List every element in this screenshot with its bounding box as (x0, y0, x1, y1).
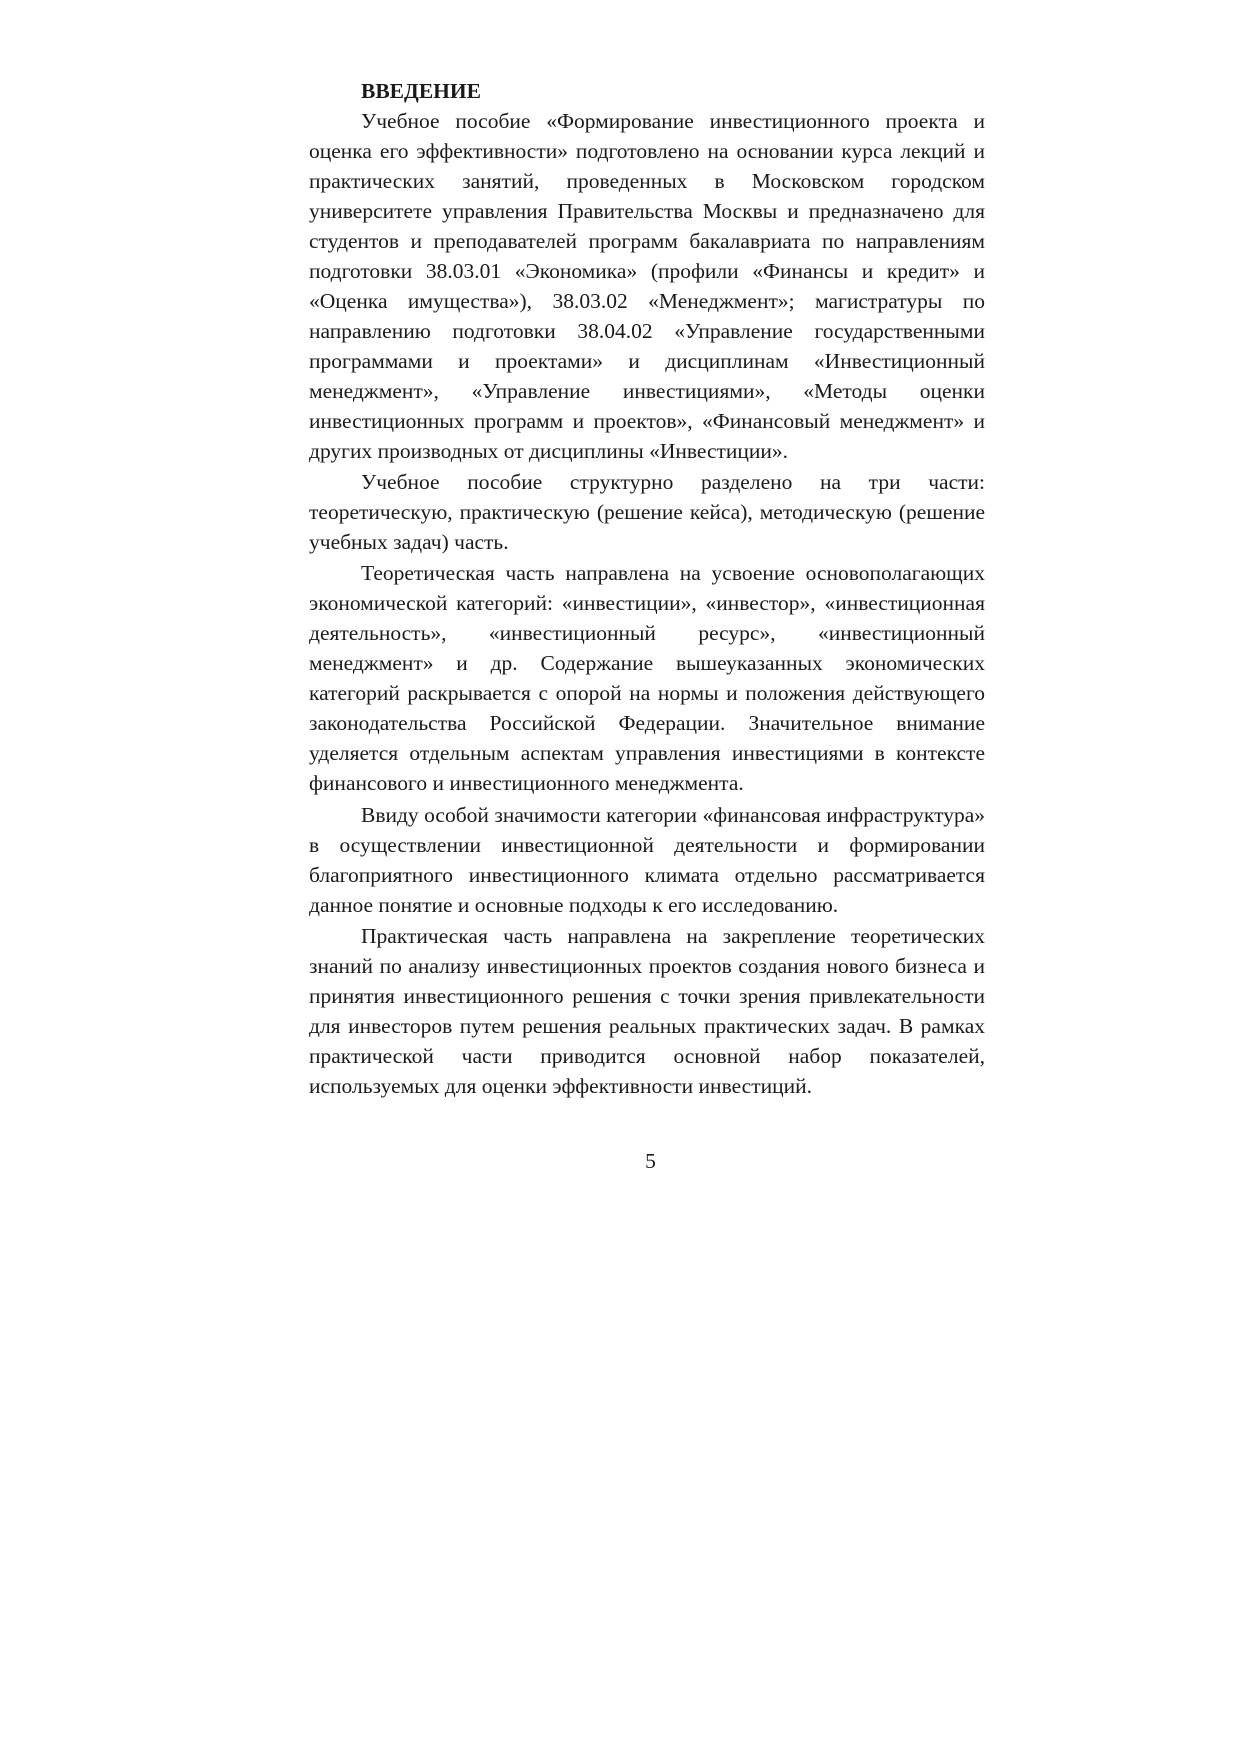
paragraph-intro: Учебное пособие «Формирование инвестиционного проекта и оценка его эффективности» подготовлено на основании курса лекций и практических занятий, проведенных в Московском городском университете управления Правительства Москвы и предназначено для студентов и преподавателей программ бакалавриата по направлениям подготовки 38.03.01 «Экономика» (профили «Финансы и кредит» и «Оценка имущества»), 38.03.02 «Менеджмент»; магистратуры по направлению подготовки 38.04.02 «Управление государственными программами и проектами» и дисциплинам «Инвестиционный менеджмент», «Управление инвестициями», «Методы оценки инвестиционных программ и проектов», «Финансовый менеджмент» и других производных от дисциплины «Инвестиции». (309, 109, 985, 463)
page-number: 5 (645, 1149, 656, 1173)
section-heading: ВВЕДЕНИЕ (361, 79, 481, 103)
paragraph-infrastructure: Ввиду особой значимости категории «финансовая инфраструктура» в осуществлении инвестиционной деятельности и формировании благоприятного инвестиционного климата отдельно рассматривается данное понятие и основные подходы к его исследованию. (309, 802, 985, 917)
paragraph-structure: Учебное пособие структурно разделено на три части: теоретическую, практическую (решение кейса), методическую (решение учебных задач) часть. (309, 470, 985, 555)
paragraph-practice: Практическая часть направлена на закрепление теоретических знаний по анализу инвестиционных проектов создания нового бизнеса и принятия инвестиционного решения с точки зрения привлекательности для инвесторов путем решения реальных практических задач. В рамках практической части приводится основной набор показателей, используемых для оценки эффективности инвестиций. (309, 923, 985, 1098)
paragraph-theory: Теоретическая часть направлена на усвоение основополагающих экономической категорий: «инвестиции», «инвестор», «инвестиционная деятельность», «инвестиционный ресурс», «инвестиционный менеджмент» и др. Содержание вышеуказанных экономических категорий раскрывается с опорой на нормы и положения действующего законодательства Российской Федерации. Значительное внимание уделяется отдельным аспектам управления инвестициями в контексте финансового и инвестиционного менеджмента. (309, 561, 985, 796)
document-page (309, 76, 985, 1102)
